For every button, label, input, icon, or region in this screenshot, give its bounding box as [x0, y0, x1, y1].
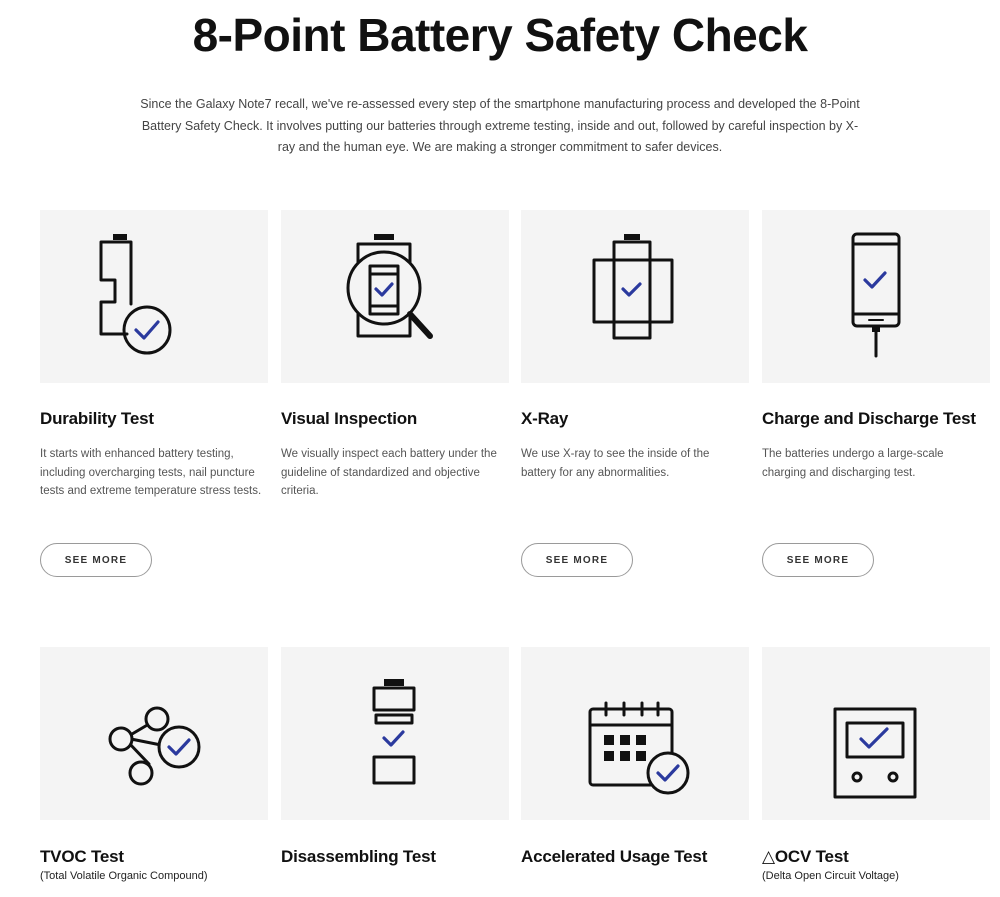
icon-tile [281, 647, 509, 820]
icon-tile [40, 210, 268, 383]
card-title: X-Ray [521, 409, 569, 428]
icon-tile [40, 647, 268, 820]
card-accelerated-usage [521, 647, 749, 867]
icon-tile [521, 647, 749, 820]
icon-tile [281, 210, 509, 383]
card-title: Charge and Discharge Test [762, 409, 976, 428]
battery-check-icon [99, 232, 209, 362]
card-title: Visual Inspection [281, 409, 418, 428]
card-title: Disassembling Test [281, 847, 436, 866]
disassembled-battery-icon [340, 669, 450, 799]
card-title: TVOC Test [40, 847, 124, 866]
magnifier-battery-icon [340, 232, 450, 362]
card-description: We visually inspect each battery under the guideline of standardized and objective criteria. [281, 448, 497, 497]
card-durability-test [40, 210, 268, 566]
see-more-button[interactable]: SEE MORE [521, 543, 633, 577]
calendar-check-icon [580, 669, 690, 799]
card-title: Accelerated Usage Test [521, 847, 708, 866]
card-description: We use X-ray to see the inside of the battery for any abnormalities. [521, 448, 710, 479]
card-delta-ocv-test [762, 647, 990, 882]
icon-tile [762, 647, 990, 820]
card-subtitle: (Total Volatile Organic Compound) [40, 870, 208, 882]
phone-charging-icon [821, 232, 931, 362]
card-tvoc-test [40, 647, 268, 882]
card-disassembling-test [281, 647, 509, 867]
card-x-ray [521, 210, 749, 566]
xray-battery-icon [580, 232, 690, 362]
card-description: It starts with enhanced battery testing, including overcharging tests, nail puncture tests and extreme temperature stress tests. [40, 448, 262, 497]
see-more-button[interactable]: SEE MORE [40, 543, 152, 577]
card-charge-discharge [762, 210, 990, 566]
page-title: 8-Point Battery Safety Check [192, 9, 808, 61]
card-title: △OCV Test [762, 847, 849, 866]
intro-text: Since the Galaxy Note7 recall, we've re-assessed every step of the smartphone manufacturing process and developed the 8-Point Battery Safety Check. It involves putting our batteries through extreme testing, inside and out, followed by careful inspection by X-ray and the human eye. We are making a stronger commitment to safer devices. [140, 97, 860, 154]
icon-tile [521, 210, 749, 383]
card-title: Durability Test [40, 409, 154, 428]
voltmeter-icon [821, 669, 931, 799]
icon-tile [762, 210, 990, 383]
see-more-button[interactable]: SEE MORE [762, 543, 874, 577]
card-visual-inspection [281, 210, 509, 501]
share-nodes-icon [99, 669, 209, 799]
card-subtitle: (Delta Open Circuit Voltage) [762, 870, 899, 882]
card-description: The batteries undergo a large-scale charging and discharging test. [762, 448, 944, 479]
